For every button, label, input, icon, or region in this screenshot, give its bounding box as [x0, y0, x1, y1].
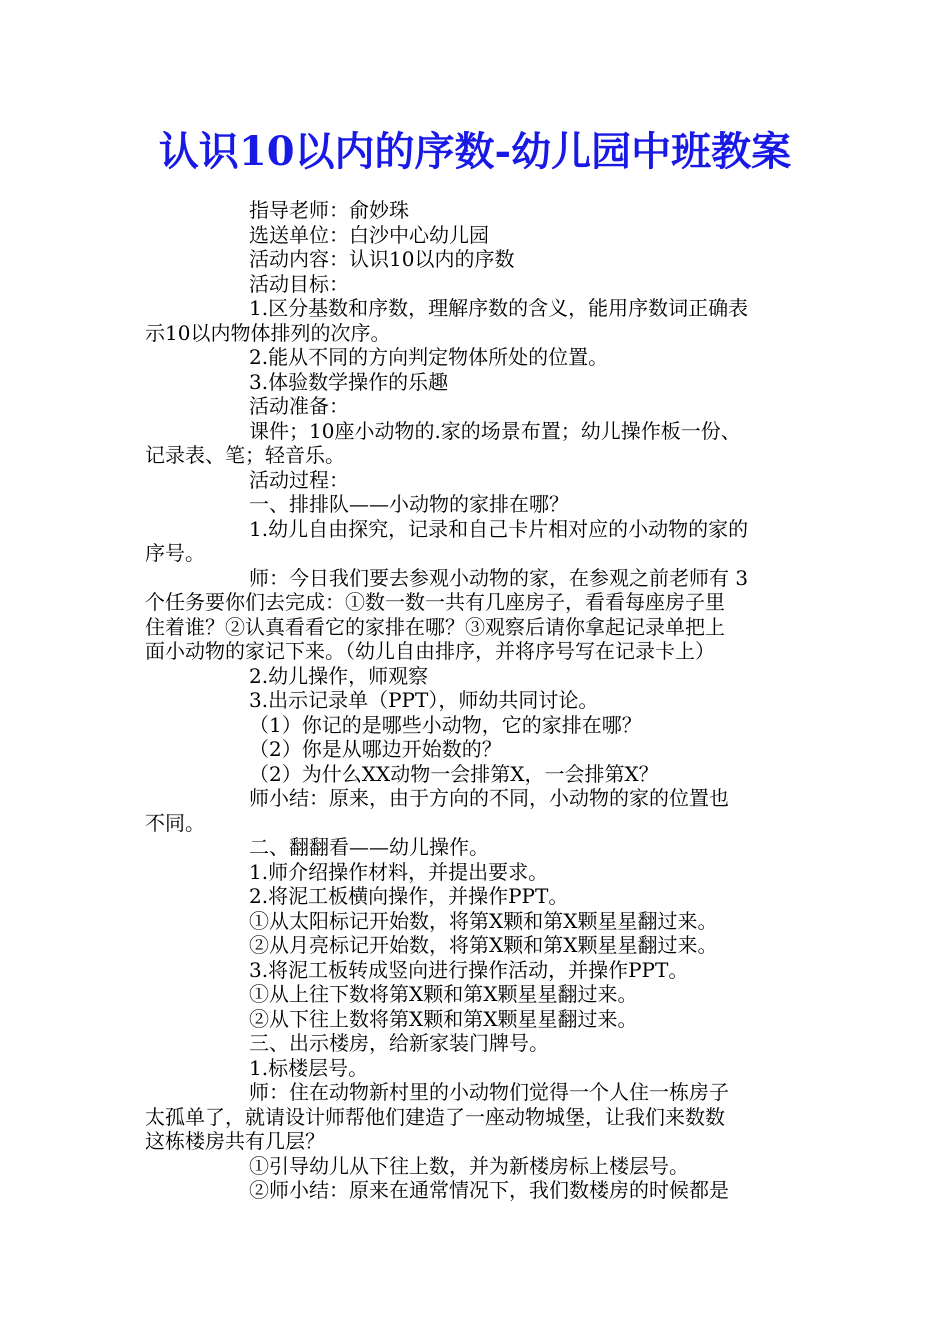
paragraph-line: 序号。 — [145, 541, 205, 565]
paragraph-line: 1.区分基数和序数，理解序数的含义，能用序数词正确表 — [249, 296, 749, 320]
paragraph-line: 太孤单了，就请设计师帮他们建造了一座动物城堡，让我们来数数 — [145, 1104, 725, 1129]
paragraph-line: 师：住在动物新村里的小动物们觉得一个人住一栋房子 — [249, 1080, 729, 1104]
paragraph-line: 选送单位：白沙中心幼儿园 — [249, 222, 489, 247]
paragraph-line: 示10以内物体排列的次序。 — [145, 320, 391, 345]
paragraph-line: ②从下往上数将第X颗和第X颗星星翻过来。 — [249, 1006, 638, 1031]
paragraph-line: （2）为什么XX动物一会排第X，一会排第X？ — [249, 761, 659, 786]
paragraph-line: ②师小结：原来在通常情况下，我们数楼房的时候都是 — [249, 1178, 729, 1202]
paragraph-line: 3.体验数学操作的乐趣 — [249, 369, 449, 394]
paragraph-line: 一、排排队——小动物的家排在哪？ — [249, 492, 569, 516]
paragraph-line: ①从太阳标记开始数，将第X颗和第X颗星星翻过来。 — [249, 908, 718, 933]
paragraph-line: 2.能从不同的方向判定物体所处的位置。 — [249, 345, 609, 369]
paragraph-line: ①引导幼儿从下往上数，并为新楼房标上楼层号。 — [249, 1153, 689, 1178]
paragraph-line: 3.出示记录单（PPT），师幼共同讨论。 — [249, 688, 599, 712]
paragraph-line: 1.标楼层号。 — [249, 1055, 369, 1080]
paragraph-line: 3.将泥工板转成竖向进行操作活动，并操作PPT。 — [249, 957, 689, 982]
paragraph-line: 课件；10座小动物的.家的场景布置；幼儿操作板一份、 — [249, 418, 741, 443]
paragraph-line: 活动内容：认识10以内的序数 — [249, 247, 515, 271]
paragraph-line: （2）你是从哪边开始数的？ — [249, 737, 502, 761]
paragraph-line: 2.将泥工板横向操作，并操作PPT。 — [249, 884, 569, 908]
paragraph-line: ②从月亮标记开始数，将第X颗和第X颗星星翻过来。 — [249, 933, 718, 957]
paragraph-line: 活动过程： — [249, 467, 349, 492]
paragraph-line: （1）你记的是哪些小动物，它的家排在哪？ — [249, 712, 642, 737]
paragraph-line: 住着谁？②认真看看它的家排在哪？③观察后请你拿起记录单把上 — [145, 614, 725, 639]
paragraph-line: 2.幼儿操作，师观察 — [249, 663, 429, 688]
paragraph-line: 指导老师：俞妙珠 — [249, 198, 409, 222]
paragraph-line: 活动准备： — [249, 394, 349, 418]
paragraph-line: 个任务要你们去完成：①数一数一共有几座房子，看看每座房子里 — [145, 590, 725, 614]
document-body — [145, 198, 807, 1203]
paragraph-line: 面小动物的家记下来。（幼儿自由排序，并将序号写在记录卡上） — [145, 639, 715, 663]
document-title: 认识10以内的序数-幼儿园中班教案 — [158, 128, 792, 175]
paragraph-line: ①从上往下数将第X颗和第X颗星星翻过来。 — [249, 982, 638, 1006]
paragraph-line: 活动目标： — [249, 271, 349, 296]
paragraph-line: 1.幼儿自由探究，记录和自己卡片相对应的小动物的家的 — [249, 516, 749, 541]
paragraph-line: 三、出示楼房，给新家装门牌号。 — [249, 1031, 549, 1055]
paragraph-line: 师：今日我们要去参观小动物的家，在参观之前老师有 3 — [249, 565, 749, 590]
paragraph-line: 师小结：原来，由于方向的不同，小动物的家的位置也 — [249, 786, 729, 810]
paragraph-line: 不同。 — [145, 810, 205, 835]
paragraph-line: 记录表、笔；轻音乐。 — [145, 443, 345, 467]
paragraph-line: 这栋楼房共有几层？ — [145, 1129, 325, 1153]
paragraph-line: 二、翻翻看——幼儿操作。 — [249, 835, 489, 859]
paragraph-line: 1.师介绍操作材料，并提出要求。 — [249, 859, 549, 884]
